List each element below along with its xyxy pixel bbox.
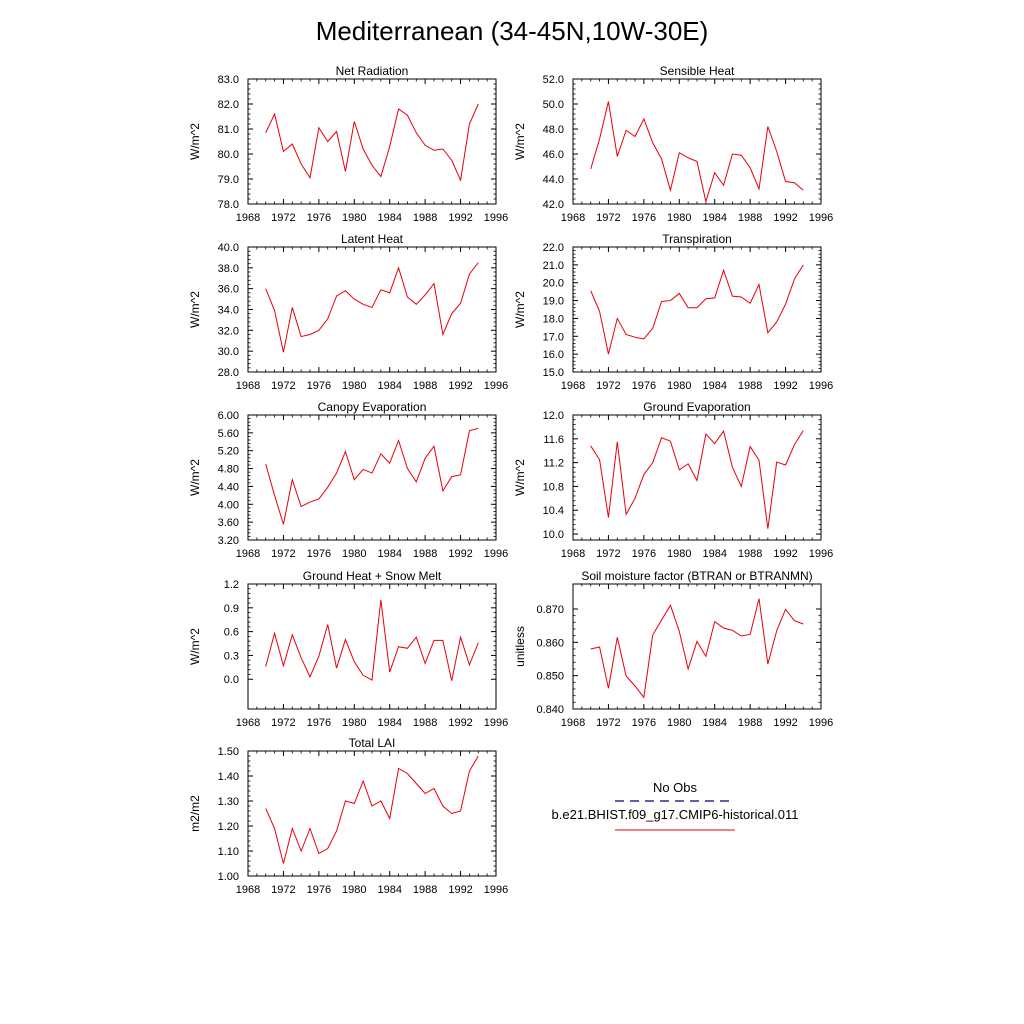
x-tick-label: 1976 [631, 212, 657, 224]
plot-frame [248, 79, 496, 204]
x-tick-label: 1996 [483, 380, 509, 392]
series-line-total-lai [266, 756, 479, 864]
x-tick-label: 1992 [448, 212, 473, 224]
y-tick-label: 12.0 [542, 410, 564, 422]
y-tick-label: 32.0 [217, 325, 239, 338]
series-line-sensible-heat [591, 102, 804, 202]
legend-model-label: b.e21.BHIST.f09_g17.CMIP6-historical.011 [551, 807, 799, 822]
panel-title: Total LAI [348, 736, 396, 750]
y-axis-label: W/m^2 [513, 459, 527, 496]
y-tick-label: 46.0 [542, 149, 564, 161]
x-tick-label: 1980 [667, 212, 692, 224]
x-tick-label: 1980 [342, 884, 367, 896]
y-tick-label: 5.60 [217, 427, 239, 440]
y-tick-label: 10.8 [542, 481, 564, 494]
x-tick-label: 1996 [483, 884, 509, 896]
y-tick-label: 0.0 [223, 674, 239, 687]
y-tick-label: 1.2 [223, 579, 239, 591]
x-tick-label: 1980 [667, 380, 692, 392]
y-tick-label: 19.0 [542, 295, 564, 308]
y-tick-label: 1.10 [217, 846, 239, 858]
x-tick-label: 1980 [342, 380, 367, 392]
y-tick-label: 80.0 [217, 149, 239, 161]
x-tick-label: 1968 [560, 717, 586, 729]
y-tick-label: 28.0 [217, 367, 239, 379]
x-tick-label: 1996 [808, 212, 834, 224]
y-tick-label: 0.3 [223, 650, 239, 663]
y-tick-label: 3.60 [217, 517, 239, 530]
x-tick-label: 1996 [808, 717, 834, 729]
x-tick-label: 1992 [773, 212, 798, 224]
x-tick-label: 1984 [702, 548, 727, 560]
y-tick-label: 0.850 [536, 670, 564, 683]
x-tick-label: 1992 [448, 548, 473, 560]
series-line-ground-heat-snow-melt [266, 600, 479, 681]
x-tick-label: 1968 [235, 717, 261, 729]
panel-ground-evaporation [513, 400, 833, 560]
x-tick-label: 1980 [342, 717, 367, 729]
series-line-canopy-evaporation [266, 428, 479, 524]
y-tick-label: 4.80 [217, 463, 239, 476]
x-tick-label: 1972 [271, 548, 296, 560]
y-tick-label: 48.0 [542, 124, 564, 136]
x-tick-label: 1988 [412, 212, 438, 224]
x-tick-label: 1992 [448, 884, 473, 896]
y-tick-label: 0.6 [223, 626, 239, 639]
x-tick-label: 1972 [271, 212, 296, 224]
y-tick-label: 21.0 [542, 259, 564, 272]
y-tick-label: 38.0 [217, 262, 239, 275]
y-tick-label: 1.20 [217, 821, 239, 833]
panel-soil-moisture-factor [513, 569, 833, 729]
x-tick-label: 1976 [631, 548, 657, 560]
series-line-latent-heat [266, 263, 479, 353]
y-tick-label: 42.0 [542, 199, 564, 211]
panel-ground-heat-snow-melt [188, 569, 508, 729]
x-tick-label: 1972 [271, 717, 296, 729]
panel-title: Transpiration [662, 232, 732, 246]
panel-title: Latent Heat [340, 232, 404, 246]
x-tick-label: 1988 [412, 884, 438, 896]
x-tick-label: 1968 [560, 212, 586, 224]
y-axis-label: W/m^2 [188, 123, 202, 160]
y-tick-label: 17.0 [542, 331, 564, 344]
x-tick-label: 1988 [737, 548, 763, 560]
y-tick-label: 30.0 [217, 346, 239, 359]
x-tick-label: 1984 [702, 717, 727, 729]
x-tick-label: 1976 [306, 380, 332, 392]
panel-latent-heat [188, 232, 508, 392]
x-tick-label: 1992 [773, 548, 798, 560]
panel-transpiration [513, 232, 833, 392]
panel-title: Soil moisture factor (BTRAN or BTRANMN) [581, 569, 813, 583]
figure-title: Mediterranean (34-45N,10W-30E) [315, 16, 709, 46]
y-tick-label: 1.30 [217, 796, 239, 808]
x-tick-label: 1988 [737, 212, 763, 224]
x-tick-label: 1972 [596, 717, 621, 729]
panel-title: Sensible Heat [659, 64, 735, 78]
y-tick-label: 34.0 [217, 304, 239, 317]
x-tick-label: 1984 [702, 380, 727, 392]
x-tick-label: 1988 [737, 717, 763, 729]
x-tick-label: 1984 [377, 884, 402, 896]
y-axis-label: W/m^2 [188, 459, 202, 496]
panel-title: Ground Evaporation [643, 400, 751, 414]
y-tick-label: 52.0 [542, 74, 564, 86]
y-tick-label: 78.0 [217, 199, 239, 211]
y-tick-label: 0.840 [536, 704, 564, 716]
y-tick-label: 20.0 [542, 277, 564, 290]
x-tick-label: 1980 [342, 548, 367, 560]
x-tick-label: 1996 [808, 380, 834, 392]
plot-frame [573, 79, 821, 204]
y-tick-label: 11.2 [543, 457, 564, 470]
plot-frame [573, 415, 821, 540]
y-tick-label: 50.0 [542, 99, 564, 111]
x-tick-label: 1984 [377, 717, 402, 729]
series-line-net-radiation [266, 104, 479, 180]
y-tick-label: 40.0 [217, 242, 239, 254]
y-axis-label: m2/m2 [188, 795, 202, 832]
x-tick-label: 1972 [596, 212, 621, 224]
panel-title: Canopy Evaporation [317, 400, 427, 414]
x-tick-label: 1968 [235, 548, 261, 560]
y-tick-label: 79.0 [217, 174, 239, 186]
y-tick-label: 0.860 [536, 637, 564, 650]
x-tick-label: 1968 [560, 380, 586, 392]
x-tick-label: 1996 [483, 212, 509, 224]
y-tick-label: 83.0 [217, 74, 239, 86]
y-tick-label: 18.0 [542, 313, 564, 326]
x-tick-label: 1996 [483, 717, 509, 729]
y-tick-label: 3.20 [217, 535, 239, 547]
x-tick-label: 1996 [483, 548, 509, 560]
y-tick-label: 6.00 [217, 410, 239, 422]
y-tick-label: 10.4 [542, 505, 564, 518]
x-tick-label: 1968 [235, 212, 261, 224]
x-tick-label: 1992 [448, 380, 473, 392]
x-tick-label: 1976 [306, 212, 332, 224]
x-tick-label: 1988 [412, 380, 438, 392]
x-tick-label: 1972 [596, 380, 621, 392]
x-tick-label: 1996 [808, 548, 834, 560]
y-tick-label: 1.40 [217, 771, 239, 783]
x-tick-label: 1976 [631, 380, 657, 392]
y-tick-label: 10.0 [542, 529, 564, 542]
x-tick-label: 1968 [235, 380, 261, 392]
x-tick-label: 1972 [271, 380, 296, 392]
x-tick-label: 1988 [412, 548, 438, 560]
y-tick-label: 16.0 [542, 349, 564, 362]
x-tick-label: 1976 [631, 717, 657, 729]
y-tick-label: 15.0 [542, 367, 564, 379]
panel-net-radiation [188, 64, 508, 224]
x-tick-label: 1968 [560, 548, 586, 560]
y-axis-label: W/m^2 [513, 123, 527, 160]
plot-frame [573, 584, 821, 709]
x-tick-label: 1972 [271, 884, 296, 896]
plot-frame [573, 247, 821, 372]
y-tick-label: 0.9 [223, 602, 239, 615]
x-tick-label: 1976 [306, 884, 332, 896]
x-tick-label: 1988 [737, 380, 763, 392]
x-tick-label: 1992 [773, 380, 798, 392]
plot-frame [248, 247, 496, 372]
x-tick-label: 1980 [667, 548, 692, 560]
legend [552, 780, 799, 830]
x-tick-label: 1992 [773, 717, 798, 729]
y-tick-label: 4.00 [217, 499, 239, 512]
x-tick-label: 1980 [342, 212, 367, 224]
y-tick-label: 36.0 [217, 283, 239, 296]
y-tick-label: 44.0 [542, 174, 564, 186]
panel-sensible-heat [513, 64, 833, 224]
y-tick-label: 1.00 [217, 871, 239, 883]
x-tick-label: 1984 [377, 380, 402, 392]
x-tick-label: 1976 [306, 548, 332, 560]
x-tick-label: 1984 [377, 212, 402, 224]
series-line-ground-evaporation [591, 430, 804, 528]
series-line-soil-moisture-factor [591, 599, 804, 698]
y-tick-label: 4.40 [217, 481, 239, 494]
panel-title: Ground Heat + Snow Melt [302, 569, 442, 583]
y-tick-label: 5.20 [217, 445, 239, 458]
y-tick-label: 0.870 [536, 604, 564, 616]
y-axis-label: W/m^2 [188, 628, 202, 665]
x-tick-label: 1972 [596, 548, 621, 560]
y-axis-label: unitless [513, 626, 527, 667]
y-tick-label: 11.6 [543, 433, 564, 446]
panel-total-lai [188, 736, 508, 896]
y-axis-label: W/m^2 [188, 291, 202, 328]
x-tick-label: 1976 [306, 717, 332, 729]
y-tick-label: 1.50 [217, 746, 239, 758]
x-tick-label: 1988 [412, 717, 438, 729]
x-tick-label: 1968 [235, 884, 261, 896]
panels-group [188, 64, 833, 896]
panel-title: Net Radiation [335, 64, 409, 78]
x-tick-label: 1984 [377, 548, 402, 560]
y-tick-label: 22.0 [542, 242, 564, 254]
x-tick-label: 1980 [667, 717, 692, 729]
legend-obs-label: No Obs [652, 780, 698, 795]
y-tick-label: 81.0 [217, 124, 239, 136]
x-tick-label: 1992 [448, 717, 473, 729]
panel-canopy-evaporation [188, 400, 508, 560]
y-tick-label: 82.0 [217, 99, 239, 111]
x-tick-label: 1984 [702, 212, 727, 224]
y-axis-label: W/m^2 [513, 291, 527, 328]
series-line-transpiration [591, 265, 804, 354]
plot-frame [248, 415, 496, 540]
